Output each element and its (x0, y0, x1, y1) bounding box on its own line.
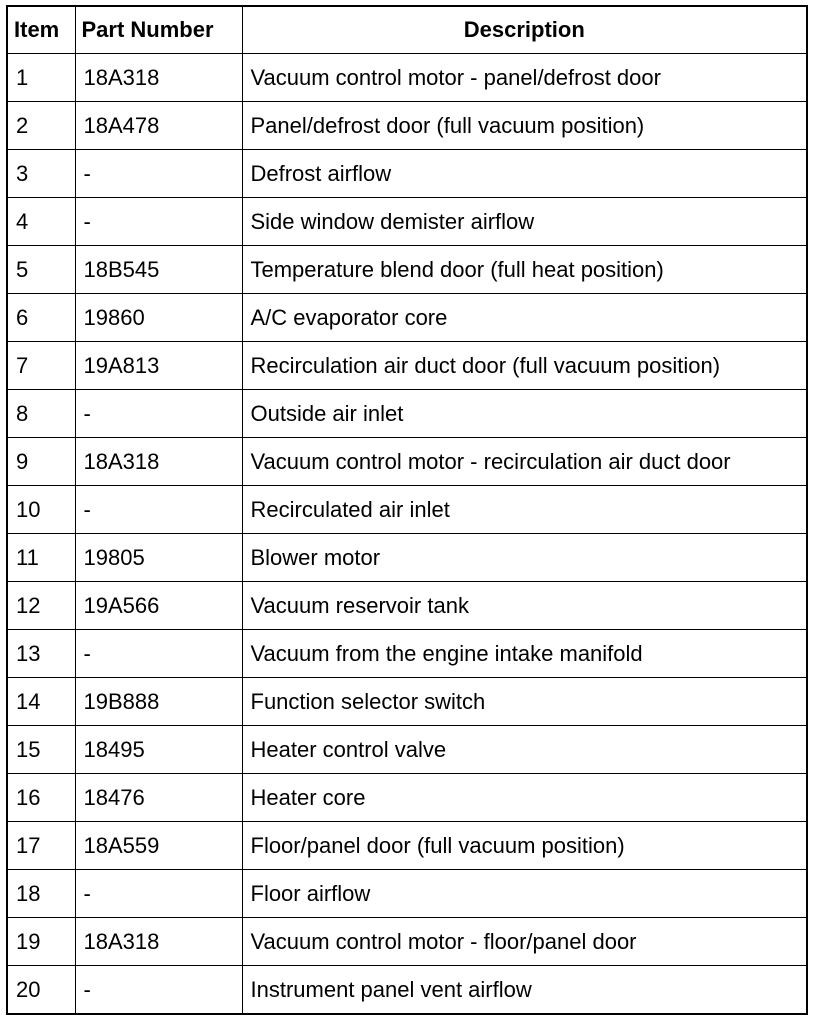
cell-description: A/C evaporator core (242, 294, 807, 342)
cell-item: 11 (7, 534, 75, 582)
table-row (7, 102, 807, 150)
cell-item: 8 (7, 390, 75, 438)
table-row (7, 870, 807, 918)
table-row (7, 822, 807, 870)
cell-part-number: 19A813 (75, 342, 242, 390)
table-row (7, 246, 807, 294)
cell-description: Function selector switch (242, 678, 807, 726)
column-header-part-number: Part Number (75, 6, 242, 54)
cell-item: 13 (7, 630, 75, 678)
header-row (7, 6, 807, 54)
table-row (7, 294, 807, 342)
table-row (7, 726, 807, 774)
table-row (7, 582, 807, 630)
table-row (7, 486, 807, 534)
cell-description: Vacuum control motor - recirculation air duct door (242, 438, 807, 486)
cell-description: Temperature blend door (full heat position) (242, 246, 807, 294)
cell-item: 16 (7, 774, 75, 822)
cell-item: 9 (7, 438, 75, 486)
column-header-description: Description (242, 6, 807, 54)
cell-part-number: 18B545 (75, 246, 242, 294)
cell-item: 14 (7, 678, 75, 726)
table-row (7, 918, 807, 966)
cell-description: Blower motor (242, 534, 807, 582)
cell-description: Instrument panel vent airflow (242, 966, 807, 1015)
cell-part-number: 18A559 (75, 822, 242, 870)
cell-description: Vacuum control motor - panel/defrost door (242, 54, 807, 102)
cell-item: 2 (7, 102, 75, 150)
cell-part-number: - (75, 150, 242, 198)
cell-description: Side window demister airflow (242, 198, 807, 246)
parts-table (6, 5, 808, 1015)
table-body (7, 54, 807, 1015)
table-row (7, 774, 807, 822)
cell-item: 10 (7, 486, 75, 534)
cell-part-number: 18495 (75, 726, 242, 774)
cell-description: Heater core (242, 774, 807, 822)
cell-part-number: - (75, 198, 242, 246)
cell-part-number: 18A318 (75, 54, 242, 102)
column-header-item: Item (7, 6, 75, 54)
table-row (7, 390, 807, 438)
table-row (7, 966, 807, 1015)
cell-description: Outside air inlet (242, 390, 807, 438)
table-row (7, 534, 807, 582)
cell-item: 7 (7, 342, 75, 390)
cell-item: 15 (7, 726, 75, 774)
cell-part-number: 19A566 (75, 582, 242, 630)
cell-part-number: 18A318 (75, 918, 242, 966)
cell-item: 19 (7, 918, 75, 966)
cell-description: Vacuum from the engine intake manifold (242, 630, 807, 678)
table-row (7, 438, 807, 486)
cell-item: 20 (7, 966, 75, 1015)
cell-part-number: - (75, 486, 242, 534)
cell-item: 18 (7, 870, 75, 918)
cell-description: Recirculation air duct door (full vacuum position) (242, 342, 807, 390)
table-row (7, 342, 807, 390)
cell-description: Defrost airflow (242, 150, 807, 198)
cell-part-number: - (75, 870, 242, 918)
cell-item: 17 (7, 822, 75, 870)
cell-part-number: 18A478 (75, 102, 242, 150)
cell-description: Floor/panel door (full vacuum position) (242, 822, 807, 870)
cell-part-number: - (75, 390, 242, 438)
cell-item: 1 (7, 54, 75, 102)
cell-description: Vacuum control motor - floor/panel door (242, 918, 807, 966)
cell-part-number: 19B888 (75, 678, 242, 726)
table-row (7, 150, 807, 198)
cell-part-number: - (75, 630, 242, 678)
cell-part-number: 19860 (75, 294, 242, 342)
cell-item: 5 (7, 246, 75, 294)
cell-part-number: 18A318 (75, 438, 242, 486)
table-row (7, 678, 807, 726)
cell-part-number: 19805 (75, 534, 242, 582)
table-row (7, 54, 807, 102)
cell-item: 3 (7, 150, 75, 198)
cell-item: 6 (7, 294, 75, 342)
cell-description: Vacuum reservoir tank (242, 582, 807, 630)
cell-item: 4 (7, 198, 75, 246)
cell-part-number: - (75, 966, 242, 1015)
table-row (7, 198, 807, 246)
cell-description: Floor airflow (242, 870, 807, 918)
cell-description: Heater control valve (242, 726, 807, 774)
table-row (7, 630, 807, 678)
cell-item: 12 (7, 582, 75, 630)
cell-part-number: 18476 (75, 774, 242, 822)
cell-description: Recirculated air inlet (242, 486, 807, 534)
cell-description: Panel/defrost door (full vacuum position) (242, 102, 807, 150)
